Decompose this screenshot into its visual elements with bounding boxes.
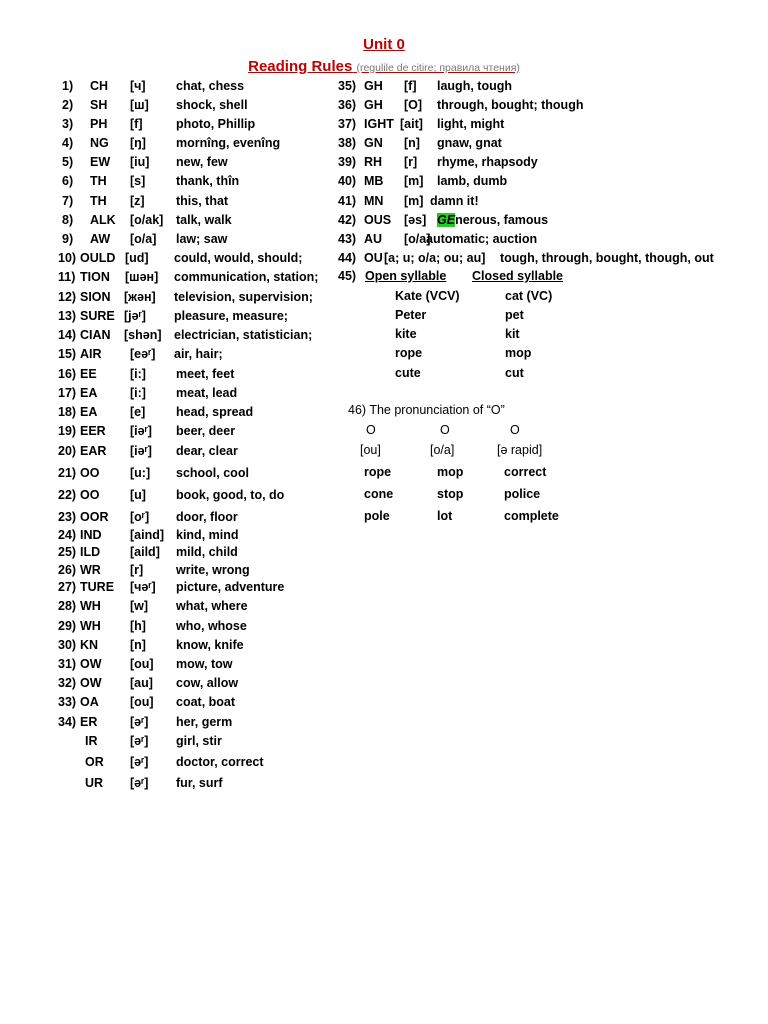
rule-pronunciation: [ŋ] xyxy=(130,136,146,150)
rule-letters: IR xyxy=(85,734,98,748)
rule-pronunciation: [r] xyxy=(130,563,144,577)
rule-number: 18) xyxy=(58,405,77,419)
rule-letters: RH xyxy=(364,155,383,169)
rule-examples: talk, walk xyxy=(176,213,232,227)
rule-number: 39) xyxy=(338,155,357,169)
o-example-closed: mop xyxy=(437,465,464,479)
rule-examples: beer, deer xyxy=(176,424,236,438)
rule-letters: OU xyxy=(364,251,383,265)
rule-letters: OOR xyxy=(80,510,109,524)
rule-letters: WR xyxy=(80,563,101,577)
rule-letters: GH xyxy=(364,79,383,93)
rule-letters: OR xyxy=(85,755,104,769)
rule-number: 37) xyxy=(338,117,357,131)
closed-syllable-word: pet xyxy=(505,308,524,322)
rule-pronunciation: [e] xyxy=(130,405,146,419)
rule-letters: UR xyxy=(85,776,104,790)
rule-pronunciation: [eəʳ] xyxy=(130,347,156,361)
rule-pronunciation: [ч] xyxy=(130,79,146,93)
rule-pronunciation: [o/a] xyxy=(404,232,431,246)
rule-number: 8) xyxy=(62,213,74,227)
o-example-open: pole xyxy=(364,509,390,523)
subtitle-text: Reading Rules xyxy=(248,58,353,75)
rule-letters: EW xyxy=(90,155,111,169)
rule-letters: TION xyxy=(80,270,110,284)
rule-number: 29) xyxy=(58,619,77,633)
closed-syllable-header: Closed syllable xyxy=(472,269,564,283)
rule-pronunciation: [oʳ] xyxy=(130,510,150,524)
rule-examples: door, floor xyxy=(176,510,238,524)
rule-number: 17) xyxy=(58,386,77,400)
rule-examples: air, hair; xyxy=(174,347,223,361)
rule-number: 43) xyxy=(338,232,357,246)
rule-number: 11) xyxy=(58,270,76,284)
rule-pronunciation: [o/a] xyxy=(130,232,157,246)
rule-pronunciation: [r] xyxy=(404,155,418,169)
rule-number: 25) xyxy=(58,545,77,559)
rule-number: 44) xyxy=(338,251,357,265)
rule-letters: CH xyxy=(90,79,109,93)
subtitle-note: (regulile de citire; правила чтения) xyxy=(356,62,520,74)
rule-pronunciation: [i:] xyxy=(130,386,146,400)
rule-examples: damn it! xyxy=(430,194,479,208)
rule-examples: school, cool xyxy=(176,466,249,480)
rule-pronunciation: [n] xyxy=(130,638,146,652)
rule-number: 21) xyxy=(58,466,77,480)
rule-number: 23) xyxy=(58,510,77,524)
rule-pronunciation: [f] xyxy=(130,117,143,131)
o-example-open: cone xyxy=(364,487,394,501)
rule-examples: dear, clear xyxy=(176,444,238,458)
rule-number: 6) xyxy=(62,174,74,188)
rule-number: 3) xyxy=(62,117,74,131)
rule-examples: coat, boat xyxy=(176,695,236,709)
rule-examples: rhyme, rhapsody xyxy=(437,155,538,169)
rule-pronunciation: [O] xyxy=(404,98,423,112)
rule-pronunciation: [m] xyxy=(404,174,424,188)
rule-letters: TURE xyxy=(80,580,115,594)
rule-examples: mornîng, evenîng xyxy=(176,136,281,150)
rule-pronunciation: [u:] xyxy=(130,466,151,480)
rule-examples: head, spread xyxy=(176,405,254,419)
rule-pronunciation: [ш] xyxy=(130,98,149,112)
rule-examples: chat, chess xyxy=(176,79,245,93)
rule-examples: pleasure, measure; xyxy=(174,309,288,323)
rule-number: 36) xyxy=(338,98,357,112)
rule-examples: GEnerous, famous xyxy=(437,213,549,227)
rule-letters: MB xyxy=(364,174,384,188)
rule-number: 42) xyxy=(338,213,357,227)
page-title: Unit 0 xyxy=(363,36,405,53)
rule-examples: through, bought; though xyxy=(437,98,584,112)
rule-letters: AW xyxy=(90,232,111,246)
rule-pronunciation: [z] xyxy=(130,194,145,208)
rule-letters: SH xyxy=(90,98,108,112)
rule-examples: meet, feet xyxy=(176,367,235,381)
o-pronunciation: [ou] xyxy=(360,443,381,457)
rule-letters: EE xyxy=(80,367,97,381)
rule-letters: PH xyxy=(90,117,108,131)
o-pronunciation: [o/a] xyxy=(430,443,455,457)
o-letter: O xyxy=(366,423,376,437)
rule-letters: OUS xyxy=(364,213,392,227)
rule-number: 28) xyxy=(58,599,77,613)
rule-examples: mow, tow xyxy=(176,657,233,671)
rule-examples: this, that xyxy=(176,194,229,208)
rule-number: 14) xyxy=(58,328,77,342)
rule-pronunciation: [əʳ] xyxy=(130,776,149,790)
open-syllable-header: Open syllable xyxy=(365,269,447,283)
o-example-closed: stop xyxy=(437,487,464,501)
rule-examples: fur, surf xyxy=(176,776,223,790)
rule-number: 33) xyxy=(58,695,77,709)
rule-pronunciation: [шән] xyxy=(125,270,159,284)
rule-examples: know, knife xyxy=(176,638,244,652)
open-syllable-word: kite xyxy=(395,327,417,341)
rule-letters: AIR xyxy=(80,347,102,361)
closed-syllable-word: cut xyxy=(505,366,524,380)
rule-examples: doctor, correct xyxy=(176,755,264,769)
rule-examples: could, would, should; xyxy=(174,251,303,265)
rule-examples: new, few xyxy=(176,155,228,169)
rule-number: 5) xyxy=(62,155,74,169)
rule-letters: EA xyxy=(80,386,98,400)
rule-number: 19) xyxy=(58,424,77,438)
o-example-unstressed: police xyxy=(504,487,541,501)
rule-letters: TH xyxy=(90,194,107,208)
rule-examples: photo, Phillip xyxy=(176,117,256,131)
rule-number: 27) xyxy=(58,580,77,594)
o-pronunciation: [ə rapid] xyxy=(497,443,543,457)
rule-examples: what, where xyxy=(176,599,248,613)
rule-examples: cow, allow xyxy=(176,676,239,690)
rule-pronunciation: [əʳ] xyxy=(130,755,149,769)
rule-examples: girl, stir xyxy=(176,734,222,748)
rule-letters: ILD xyxy=(80,545,101,559)
open-syllable-word: Peter xyxy=(395,308,427,322)
rule-letters: TH xyxy=(90,174,107,188)
rule-pronunciation: [iəʳ] xyxy=(130,444,152,458)
rule-examples: laugh, tough xyxy=(437,79,512,93)
rule-pronunciation: [a; u; o/a; ou; au] xyxy=(384,251,486,265)
rule-examples: light, might xyxy=(437,117,505,131)
rule-number: 34) xyxy=(58,715,77,729)
rule-examples: gnaw, gnat xyxy=(437,136,502,150)
rule-letters: WH xyxy=(80,619,101,633)
page-subtitle xyxy=(0,58,768,75)
rule-examples: mild, child xyxy=(176,545,238,559)
rule-letters: ER xyxy=(80,715,98,729)
rule-pronunciation: [o/ak] xyxy=(130,213,164,227)
rule-examples: television, supervision; xyxy=(174,290,313,304)
rule-pronunciation: [u] xyxy=(130,488,146,502)
rule-letters: SION xyxy=(80,290,111,304)
rule-number: 35) xyxy=(338,79,357,93)
rule-pronunciation: [ou] xyxy=(130,657,154,671)
rule-pronunciation: [ait] xyxy=(400,117,423,131)
rule-number: 24) xyxy=(58,528,77,542)
rule-examples: thank, thîn xyxy=(176,174,240,188)
rule-examples: tough, through, bought, though, out xyxy=(500,251,714,265)
rule-examples: communication, station; xyxy=(174,270,319,284)
o-example-unstressed: complete xyxy=(504,509,559,523)
rule-examples: kind, mind xyxy=(176,528,239,542)
rule-number: 32) xyxy=(58,676,77,690)
rule-number: 41) xyxy=(338,194,357,208)
rule-letters: AU xyxy=(364,232,383,246)
o-example-unstressed: correct xyxy=(504,465,547,479)
rule-letters: OW xyxy=(80,676,102,690)
open-syllable-word: Kate (VCV) xyxy=(395,289,460,303)
rule-letters: SURE xyxy=(80,309,115,323)
rule-letters: EA xyxy=(80,405,98,419)
rule-letters: KN xyxy=(80,638,99,652)
rule-number: 4) xyxy=(62,136,74,150)
rule-pronunciation: [aild] xyxy=(130,545,160,559)
closed-syllable-word: mop xyxy=(505,346,532,360)
rule-examples: meat, lead xyxy=(176,386,238,400)
rule-examples: shock, shell xyxy=(176,98,248,112)
highlight-ge: GE xyxy=(437,213,456,227)
rule-number: 16) xyxy=(58,367,77,381)
rule-letters: OA xyxy=(80,695,99,709)
rule-number: 30) xyxy=(58,638,77,652)
rule-number: 40) xyxy=(338,174,357,188)
rule-letters: CIAN xyxy=(80,328,111,342)
rule-pronunciation: [jəʳ] xyxy=(124,309,146,323)
rule-letters: ALK xyxy=(90,213,116,227)
rule-letters: NG xyxy=(90,136,109,150)
rule-examples: picture, adventure xyxy=(176,580,285,594)
rule-examples: electrician, statistician; xyxy=(174,328,313,342)
syllable-label: 45) xyxy=(338,269,357,283)
rule-number: 9) xyxy=(62,232,74,246)
rule-pronunciation: [shən] xyxy=(124,328,162,342)
rule-pronunciation: [iəʳ] xyxy=(130,424,152,438)
rule-letters: IND xyxy=(80,528,102,542)
rule-number: 2) xyxy=(62,98,74,112)
rule-examples: lamb, dumb xyxy=(437,174,508,188)
rule-pronunciation: [s] xyxy=(130,174,146,188)
rule-examples: her, germ xyxy=(176,715,233,729)
rule-examples: book, good, to, do xyxy=(176,488,285,502)
rule-pronunciation: [əs] xyxy=(404,213,427,227)
rule-letters: IGHT xyxy=(364,117,394,131)
rule-pronunciation: [ud] xyxy=(125,251,149,265)
rule-pronunciation: [m] xyxy=(404,194,424,208)
closed-syllable-word: kit xyxy=(505,327,520,341)
closed-syllable-word: cat (VC) xyxy=(505,289,553,303)
rule-number: 38) xyxy=(338,136,357,150)
rule-letters: OO xyxy=(80,488,100,502)
rule-letters: EAR xyxy=(80,444,107,458)
rule-letters: OULD xyxy=(80,251,116,265)
rule-letters: GN xyxy=(364,136,383,150)
rule-examples: who, whose xyxy=(176,619,247,633)
rule-pronunciation: [aind] xyxy=(130,528,165,542)
rule-pronunciation: [чəʳ] xyxy=(130,580,156,594)
rule-number: 1) xyxy=(62,79,74,93)
rule-pronunciation: [ou] xyxy=(130,695,154,709)
rule-letters: WH xyxy=(80,599,101,613)
rule-letters: MN xyxy=(364,194,384,208)
o-letter: O xyxy=(510,423,520,437)
rule-number: 22) xyxy=(58,488,77,502)
rule-letters: GH xyxy=(364,98,383,112)
rule-pronunciation: [жән] xyxy=(124,290,156,304)
rule-pronunciation: [w] xyxy=(130,599,149,613)
rule-letters: OW xyxy=(80,657,102,671)
rule-number: 26) xyxy=(58,563,77,577)
open-syllable-word: rope xyxy=(395,346,423,360)
rule-pronunciation: [au] xyxy=(130,676,153,690)
o-example-open: rope xyxy=(364,465,392,479)
rule-letters: EER xyxy=(80,424,106,438)
rule-number: 15) xyxy=(58,347,77,361)
rule-number: 13) xyxy=(58,309,77,323)
open-syllable-word: cute xyxy=(395,366,421,380)
o-example-closed: lot xyxy=(437,509,453,523)
rule-letters: OO xyxy=(80,466,100,480)
rule-number: 31) xyxy=(58,657,77,671)
pronunciation-heading: 46) The pronunciation of “O” xyxy=(348,403,505,417)
rule-examples: write, wrong xyxy=(176,563,250,577)
o-letter: O xyxy=(440,423,450,437)
rule-examples: law; saw xyxy=(176,232,228,246)
rule-number: 7) xyxy=(62,194,74,208)
rule-number: 10) xyxy=(58,251,77,265)
rule-number: 20) xyxy=(58,444,77,458)
rule-pronunciation: [əʳ] xyxy=(130,715,149,729)
rule-number: 12) xyxy=(58,290,77,304)
rule-pronunciation: [i:] xyxy=(130,367,146,381)
rule-pronunciation: [h] xyxy=(130,619,146,633)
rule-pronunciation: [f] xyxy=(404,79,417,93)
rule-pronunciation: [iu] xyxy=(130,155,150,169)
rule-pronunciation: [əʳ] xyxy=(130,734,149,748)
rule-pronunciation: [n] xyxy=(404,136,420,150)
rule-examples: automatic; auction xyxy=(426,232,538,246)
